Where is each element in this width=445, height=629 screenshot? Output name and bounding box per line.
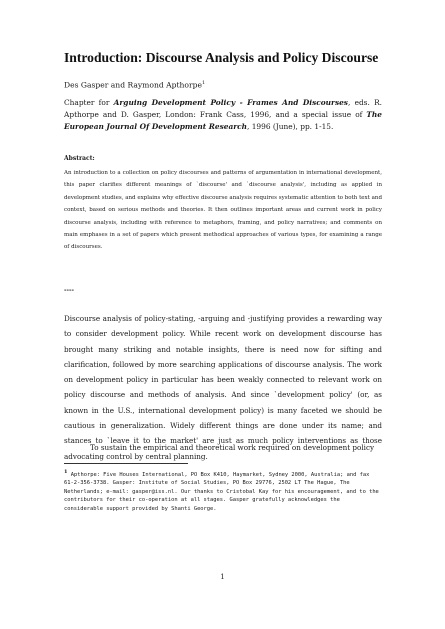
footnote-rule — [64, 463, 188, 464]
footnote — [64, 468, 382, 513]
body-paragraph-2: To sustain the empirical and theoretical work required on development policy — [90, 443, 375, 452]
chapter-prefix: Chapter for — [64, 98, 114, 107]
footnote-marker: 1 — [64, 469, 68, 475]
chapter-mid: , eds. R. Apthorpe and D. Gasper, London: Frank Cass, 1996, and a special issue of — [64, 98, 382, 119]
authors-line — [64, 80, 205, 90]
authors-names: Des Gasper and Raymond Apthorpe — [64, 80, 202, 90]
body-paragraph-1: Discourse analysis of policy-stating, -arguing and -justifying provides a rewarding way to consider development policy. While recent work on development discourse has brought many striking and notable insights, there is need now for sifting and clarification, followed by more searching applications of discourse analysis. The work on development policy in particular has been weakly connected to relevant work on policy discourse and methods of analysis. And since `development policy' (or, as known in the U.S., international development policy) is many faceted we should be cautious in generalization. Widely different things are done under its name; and stances to `leave it to the market' are just as much policy interventions as those advocating control by central planning. — [64, 314, 382, 461]
abstract-heading: Abstract: — [64, 155, 95, 162]
journal-title: The European Journal Of Development Research — [64, 110, 382, 131]
book-title: Arguing Development Policy - Frames And Discourses — [113, 98, 348, 107]
chapter-suffix: , 1996 (June), pp. 1-15. — [247, 122, 334, 131]
footnote-text: Apthorpe: Five Houses International, PO Box K410, Haymarket, Sydney 2000, Australia; and fax 61-2-356-3738. Gasper: Institute of Social Studies, PO Box 29776, 2502 LT The Hague, The Netherlands; e-mail: gasper@iss.nl. Our thanks to Cristobal Kay for his encouragement, and to the contributors for their co-operation at all stages. Gasper gratefully acknowledges the considerable support provided by Shanti George. — [64, 471, 379, 512]
page-number: 1 — [220, 573, 225, 581]
page-title: Introduction: Discourse Analysis and Policy Discourse — [64, 50, 379, 65]
section-separator: ---- — [64, 287, 74, 294]
abstract-text: An introduction to a collection on policy discourses and patterns of argumentation in international development, this paper clarifies different meanings of `discourse' and `discourse analysis', including as applied in development studies, and explains why effective discourse analysis requires systematic attention to both text and context, based on serious methods and theories. It then outlines important areas and current work in policy discourse analysis, including with reference to metaphors, framing, and policy narratives; and comments on main emphases in a set of papers which present methodical approaches of various types, for examining a range of discourses. — [64, 170, 382, 251]
authors-footnote-marker: 1 — [201, 80, 206, 86]
chapter-citation — [64, 97, 382, 133]
